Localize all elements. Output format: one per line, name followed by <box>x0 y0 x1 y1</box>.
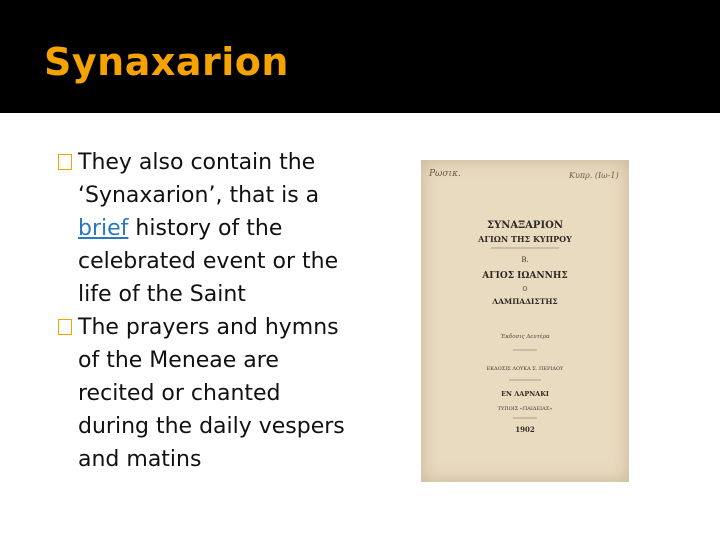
doc-line-place: ΕΝ ΛΑΡΝΑΚΙ <box>501 390 549 398</box>
doc-line-edition: Έκδοσις Δευτέρα <box>500 334 550 340</box>
bullet-1-text-end: history of the celebrated event or the life of the Saint <box>78 216 339 307</box>
handwritten-note-right: Κυπρ. (Ιω-1) <box>569 171 619 180</box>
brief-link[interactable]: brief <box>78 216 129 241</box>
doc-line-subtitle: ΑΓΙΩΝ ΤΗΣ ΚΥΠΡΟΥ <box>478 234 572 244</box>
doc-line-volume: Β. <box>521 256 529 264</box>
slide-title: Synaxarion <box>44 40 289 84</box>
bullet-item-2 <box>58 311 358 476</box>
slide-content <box>58 146 358 476</box>
doc-line-publisher: ΕΚΔΟΣΙΣ ΛΟΥΚΑ Σ. ΠΕΡΙΔΟΥ <box>486 366 564 372</box>
bullet-1-text-start: They also contain the ‘Synaxarion’, that is a <box>78 150 320 208</box>
doc-line-article: Ο <box>522 286 528 293</box>
bullet-box-icon <box>58 319 72 335</box>
title-bar <box>0 0 720 113</box>
book-title-page-image <box>421 160 629 482</box>
book-title-page-drawing <box>421 160 629 482</box>
doc-line-printer: ΤΥΠΟΙΣ «ΠΑΙΔΕΙΑΣ» <box>497 406 553 412</box>
bullet-2-text: The prayers and hymns of the Meneae are recited or chanted during the daily vespers and matins <box>78 315 345 472</box>
handwritten-note-left: Ρωσικ. <box>429 169 461 179</box>
doc-line-year: 1902 <box>515 425 535 434</box>
doc-line-epithet: ΛΑΜΠΑΔΙΣΤΗΣ <box>492 297 558 306</box>
doc-line-saint: ΑΓΙΟΣ ΙΩΑΝΝΗΣ <box>482 271 568 281</box>
bullet-box-icon <box>58 154 72 170</box>
doc-line-title: ΣΥΝΑΞΑΡΙΟΝ <box>487 220 563 231</box>
bullet-item-1 <box>58 146 358 311</box>
